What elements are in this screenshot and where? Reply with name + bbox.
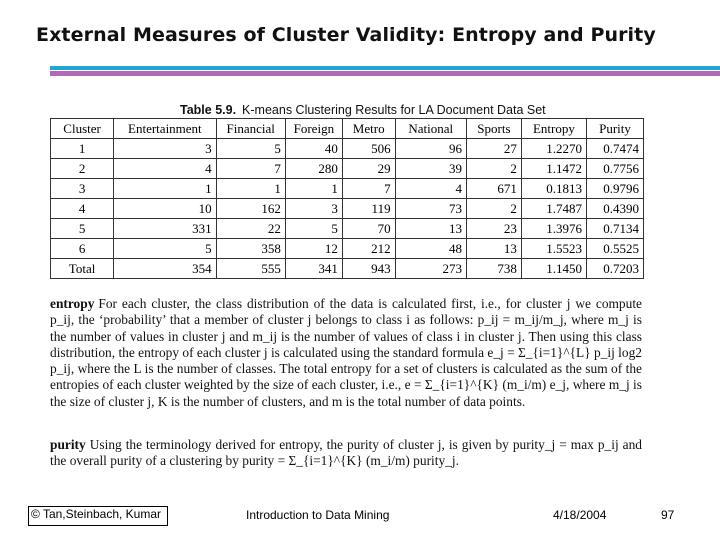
table-cell: 3 <box>51 179 114 199</box>
table-cell: 212 <box>342 239 395 259</box>
table-cell: 555 <box>216 259 285 279</box>
table-cell: 5 <box>285 219 342 239</box>
table-cell: 0.7756 <box>587 159 644 179</box>
table-cell: 0.5525 <box>587 239 644 259</box>
column-header: Entropy <box>521 119 586 139</box>
table-cell: 280 <box>285 159 342 179</box>
table-cell: 341 <box>285 259 342 279</box>
table-cell: 7 <box>342 179 395 199</box>
column-header: Sports <box>466 119 521 139</box>
table-cell: 73 <box>395 199 466 219</box>
table-cell: 358 <box>216 239 285 259</box>
entropy-text: For each cluster, the class distribution of the data is calculated first, i.e., for cluster j we compute p_ij, the ‘probability’ that a member of cluster j belongs to class i as follows: p_ij = m_ij/m_j, where m_j is the number of values in cluster j and m_ij is the number of values of class i in cluster j. Then using this class distribution, the entropy of each cluster j is calculated using the standard formula e_j = Σ_{i=1}^{L} p_ij log2 p_ij, where the L is the number of classes. The total entropy for a set of clusters is calculated as the sum of the entropies of each cluster weighted by the size of each cluster, i.e., e = Σ_{i=1}^{K} (m_i/m) e_j, where m_j is the size of cluster j, K is the number of clusters, and m is the total number of data points. <box>50 296 642 409</box>
table-row <box>51 139 644 159</box>
table-cell: 273 <box>395 259 466 279</box>
table-cell: 27 <box>466 139 521 159</box>
table-cell: 0.1813 <box>521 179 586 199</box>
table-row <box>51 179 644 199</box>
table-cell: 40 <box>285 139 342 159</box>
column-header: Financial <box>216 119 285 139</box>
table-cell: 119 <box>342 199 395 219</box>
table-cell: 13 <box>395 219 466 239</box>
table-cell: 10 <box>114 199 216 219</box>
table-row <box>51 239 644 259</box>
table-cell: 29 <box>342 159 395 179</box>
table-cell: 1.3976 <box>521 219 586 239</box>
footer-copyright: © Tan,Steinbach, Kumar <box>28 506 168 526</box>
table-row <box>51 159 644 179</box>
title-rule-blue <box>50 66 720 70</box>
table-cell: 162 <box>216 199 285 219</box>
table-cell: 48 <box>395 239 466 259</box>
table-caption <box>180 103 546 117</box>
purity-term: purity <box>50 437 86 452</box>
clustering-results-table <box>50 118 644 279</box>
slide-title: External Measures of Cluster Validity: Entropy and Purity <box>36 24 656 46</box>
column-header: Foreign <box>285 119 342 139</box>
table-cell: 738 <box>466 259 521 279</box>
table-cell: 0.7134 <box>587 219 644 239</box>
table-cell: 70 <box>342 219 395 239</box>
table-cell: 4 <box>114 159 216 179</box>
table-cell: 39 <box>395 159 466 179</box>
table-row <box>51 219 644 239</box>
table-cell: 5 <box>216 139 285 159</box>
table-cell: 22 <box>216 219 285 239</box>
table-cell: 331 <box>114 219 216 239</box>
entropy-term: entropy <box>50 296 95 311</box>
table-cell: 13 <box>466 239 521 259</box>
table-cell: 12 <box>285 239 342 259</box>
table-cell: 0.4390 <box>587 199 644 219</box>
table-cell: 1.1450 <box>521 259 586 279</box>
column-header: Cluster <box>51 119 114 139</box>
table-cell: 7 <box>216 159 285 179</box>
table-cell: 4 <box>51 199 114 219</box>
table-cell: 671 <box>466 179 521 199</box>
table-cell: Total <box>51 259 114 279</box>
table-row <box>51 259 644 279</box>
table-caption-label: Table 5.9. <box>180 103 237 117</box>
table-cell: 0.7474 <box>587 139 644 159</box>
table-cell: 1 <box>216 179 285 199</box>
column-header: Metro <box>342 119 395 139</box>
table-caption-text: K-means Clustering Results for LA Document Data Set <box>242 103 546 117</box>
footer-course: Introduction to Data Mining <box>246 508 390 522</box>
table-cell: 5 <box>114 239 216 259</box>
table-cell: 2 <box>51 159 114 179</box>
table-header-row <box>51 119 644 139</box>
table-cell: 3 <box>114 139 216 159</box>
entropy-definition <box>50 296 642 410</box>
table-cell: 6 <box>51 239 114 259</box>
table-cell: 1 <box>114 179 216 199</box>
table-cell: 0.9796 <box>587 179 644 199</box>
table-cell: 1 <box>51 139 114 159</box>
table-row <box>51 199 644 219</box>
title-rule-purple <box>50 71 720 76</box>
table-cell: 5 <box>51 219 114 239</box>
table-cell: 354 <box>114 259 216 279</box>
table-cell: 3 <box>285 199 342 219</box>
column-header: Purity <box>587 119 644 139</box>
table-cell: 1 <box>285 179 342 199</box>
footer-date: 4/18/2004 <box>553 508 607 522</box>
table-cell: 4 <box>395 179 466 199</box>
table-cell: 0.7203 <box>587 259 644 279</box>
table-cell: 943 <box>342 259 395 279</box>
table-cell: 96 <box>395 139 466 159</box>
purity-definition <box>50 437 642 470</box>
table-cell: 1.5523 <box>521 239 586 259</box>
column-header: National <box>395 119 466 139</box>
table-cell: 2 <box>466 159 521 179</box>
table-cell: 1.7487 <box>521 199 586 219</box>
table-cell: 1.2270 <box>521 139 586 159</box>
table-cell: 23 <box>466 219 521 239</box>
column-header: Entertainment <box>114 119 216 139</box>
purity-text: Using the terminology derived for entropy, the purity of cluster j, is given by purity_j = max p_ij and the overall purity of a clustering by purity = Σ_{i=1}^{K} (m_i/m) purity_j. <box>50 437 642 469</box>
table-body <box>51 139 644 279</box>
table-cell: 506 <box>342 139 395 159</box>
table-cell: 1.1472 <box>521 159 586 179</box>
table-cell: 2 <box>466 199 521 219</box>
footer-page-number: 97 <box>661 508 675 522</box>
